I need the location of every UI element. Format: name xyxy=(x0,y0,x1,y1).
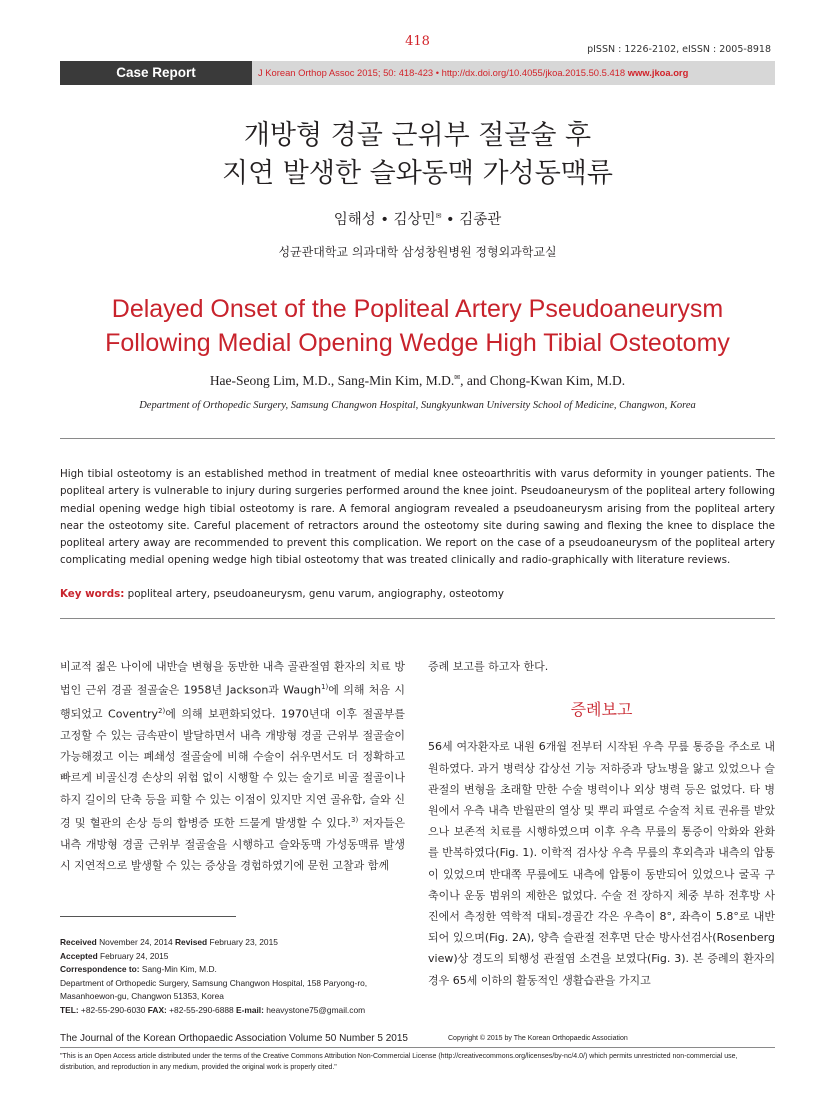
reference-3[interactable]: 3) xyxy=(350,815,359,824)
korean-authors xyxy=(0,208,835,229)
english-title xyxy=(0,292,835,360)
email-link[interactable]: heavystone75@gmail.com xyxy=(263,1004,366,1015)
correspondence-label: Correspondence to: xyxy=(60,964,140,975)
email-label: E-mail: xyxy=(236,1004,264,1015)
tel-value: +82-55-290-6030 xyxy=(78,1004,148,1015)
korean-title xyxy=(0,117,835,193)
intro-text-b: 에 의해 처음 시행되었고 Coventry xyxy=(60,683,405,721)
korean-affiliation: 성균관대학교 의과대학 삼성창원병원 정형외과학교실 xyxy=(278,245,557,259)
footnote-dates xyxy=(60,936,405,950)
case-report-heading: 증례보고 xyxy=(570,700,633,720)
english-title-line2: Following Medial Opening Wedge High Tibial Osteotomy xyxy=(105,329,730,357)
footer-copyright: Copyright © 2015 by The Korean Orthopaedic Association xyxy=(448,1035,628,1042)
korean-title-line2: 지연 발생한 슬와동맥 가성동맥류 xyxy=(222,158,613,189)
footnote-contacts xyxy=(60,1004,405,1018)
fax-value: +82-55-290-6888 xyxy=(166,1004,236,1015)
footnote-accepted xyxy=(60,950,405,964)
correspondence-address-2: Masanhoewon-gu, Changwon 51353, Korea xyxy=(60,991,224,1002)
section-label: Case Report xyxy=(60,61,252,85)
abstract-text: High tibial osteotomy is an established method in treatment of medial knee osteoarthritis with varus deformity in younger patients. The popliteal artery is vulnerable to injury during surgeries performed around the knee joint. Pseudoaneurysm of the popliteal artery following medial opening wedge high tibial osteotomy is rare. A femoral angiogram revealed a pseudoaneurysm arising from the popliteal artery near the osteotomy site. Careful placement of retractors around the osteotomy site during sawing and flexing the knee to displace the popliteal artery away are recommended to prevent this complication. We report on the case of a pseudoaneurysm of the popliteal artery complicating medial opening wedge high tibial osteotomy that was treated clinically and radio-graphically with literature reviews. xyxy=(60,468,775,567)
journal-website-link[interactable]: www.jkoa.org xyxy=(627,67,689,78)
journal-reference xyxy=(258,61,688,85)
english-authors xyxy=(0,373,835,389)
korean-authors-part2: • 김종관 xyxy=(441,212,502,228)
body-right-column xyxy=(428,656,775,991)
korean-title-line1: 개방형 경골 근위부 절골술 후 xyxy=(243,120,592,151)
accepted-label: Accepted xyxy=(60,950,98,961)
keywords-label: Key words: xyxy=(60,588,125,600)
revised-date: February 23, 2015 xyxy=(207,937,278,947)
english-corresponding-mark: ✉ xyxy=(454,373,461,382)
footnote-divider xyxy=(60,916,236,917)
reference-1[interactable]: 1) xyxy=(321,683,329,692)
tel-label: TEL: xyxy=(60,1004,79,1015)
correspondence-address-1: Department of Orthopedic Surgery, Samsung Changwon Hospital, 158 Paryong-ro, xyxy=(60,977,368,988)
body-left-column xyxy=(60,656,405,876)
korean-corresponding-mark: ✉ xyxy=(435,212,442,221)
keywords xyxy=(60,588,775,600)
accepted-date: February 24, 2015 xyxy=(97,950,169,961)
footnote-correspondence xyxy=(60,963,405,977)
english-affiliation: Department of Orthopedic Surgery, Samsung Changwon Hospital, Sungkyunkwan University School of Medicine, Changwon, Korea xyxy=(139,400,696,411)
journal-citation-doi[interactable]: J Korean Orthop Assoc 2015; 50: 418-423 • http://dx.doi.org/10.4055/jkoa.2015.50.5.418 xyxy=(258,67,626,78)
korean-authors-part1: 임해성 • 김상민 xyxy=(333,212,436,228)
page-number: 418 xyxy=(405,34,430,49)
english-title-line1: Delayed Onset of the Popliteal Artery Pseudoaneurysm xyxy=(111,295,724,323)
english-authors-part1: Hae-Seong Lim, M.D., Sang-Min Kim, M.D. xyxy=(209,373,455,388)
reference-2[interactable]: 2) xyxy=(158,707,166,716)
divider-top xyxy=(60,438,775,439)
issn-label: pISSN : 1226-2102, eISSN : 2005-8918 xyxy=(587,44,771,55)
fax-label: FAX: xyxy=(147,1004,167,1015)
english-authors-part2: , and Chong-Kwan Kim, M.D. xyxy=(460,373,626,388)
correspondence-name: Sang-Min Kim, M.D. xyxy=(139,964,217,975)
intro-text-a: 비교적 젊은 나이에 내반슬 변형을 동반한 내측 골관절염 환자의 치료 방법인 근위 경골 절골술은 1958년 Jackson과 Waugh xyxy=(60,660,405,697)
case-report-text: 56세 여자환자로 내원 6개월 전부터 시작된 우측 무릎 통증을 주소로 내원하였다. 과거 병력상 갑상선 기능 저하증과 당뇨병을 앓고 있었으나 슬관절의 변형을 초래할 만한 수술 병력이나 외상 병력 등은 없었다. 타 병원에서 우측 내측 반월판의 열상 및 뿌리 파열로 수술적 치료 권유를 받았으나 보존적 치료를 시행하였으며 이후 우측 무릎의 통증이 악화와 완화를 반복하였다(Fig. 1). 이학적 검사상 우측 무릎의 후외측과 내측의 압통이 있었으며 반대쪽 무릎에도 내측에 압통이 동반되어 있었으나 굴곡 구축이나 운동 범위의 제한은 없었다. 수술 전 장하지 체중 부하 전후방 사진에서 측정한 역학적 대퇴-경골간 각은 우측이 8°, 좌측이 5.8°로 내반되어 있으며(Fig. 2A), 양측 슬관절 전후면 단순 방사선검사(Rosenberg view)상 경도의 퇴행성 관절염 소견을 보였다(Fig. 3). 본 증례의 환자의 경우 65세 이하의 활동적인 생활습관을 가지고 xyxy=(428,740,775,987)
footer-journal: The Journal of the Korean Orthopaedic Association Volume 50 Number 5 2015 xyxy=(60,1033,408,1044)
license-text: "This is an Open Access article distributed under the terms of the Creative Commons Attribution Non-Commercial License (http://creativecommons.org/licenses/by-nc/4.0/) which permits unrestricted non-commercial use, distribution, and reproduction in any medium, provided the original work is properly cited." xyxy=(60,1053,738,1071)
divider-middle xyxy=(60,618,775,619)
received-date: November 24, 2014 xyxy=(96,937,175,947)
received-label: Received xyxy=(60,937,97,947)
footnote xyxy=(60,936,405,1018)
intro-text-d: 저자들은 내측 개방형 경골 근위부 절골술을 시행하고 슬와동맥 가성동맥류 발생 시 지연적으로 발생할 수 있는 증상을 경험하였기에 문헌 고찰과 함께 xyxy=(60,816,405,872)
keywords-text: popliteal artery, pseudoaneurysm, genu varum, angiography, osteotomy xyxy=(127,588,504,600)
revised-label: Revised xyxy=(175,937,208,947)
intro-text-c: 에 의해 보편화되었다. 1970년대 이후 절골부를 고정할 수 있는 금속판이 발달하면서 내측 개방형 경골 근위부 절골술이 가능해졌고 이는 폐쇄성 절골술에 비해 수술이 쉬우면서도 더 정확하고 빠르게 비골신경 손상의 위험 없이 시행할 수 있는 술기로 비골 절골이나 하지 길이의 단축 등을 피할 수 있는 이점이 있지만 지연 골유합, 슬와 신경 및 혈관의 손상 등의 합병증 또한 드물게 발생할 수 있다. xyxy=(60,707,405,830)
intro-ending: 증례 보고를 하고자 한다. xyxy=(428,660,549,673)
footer-divider xyxy=(60,1047,775,1048)
